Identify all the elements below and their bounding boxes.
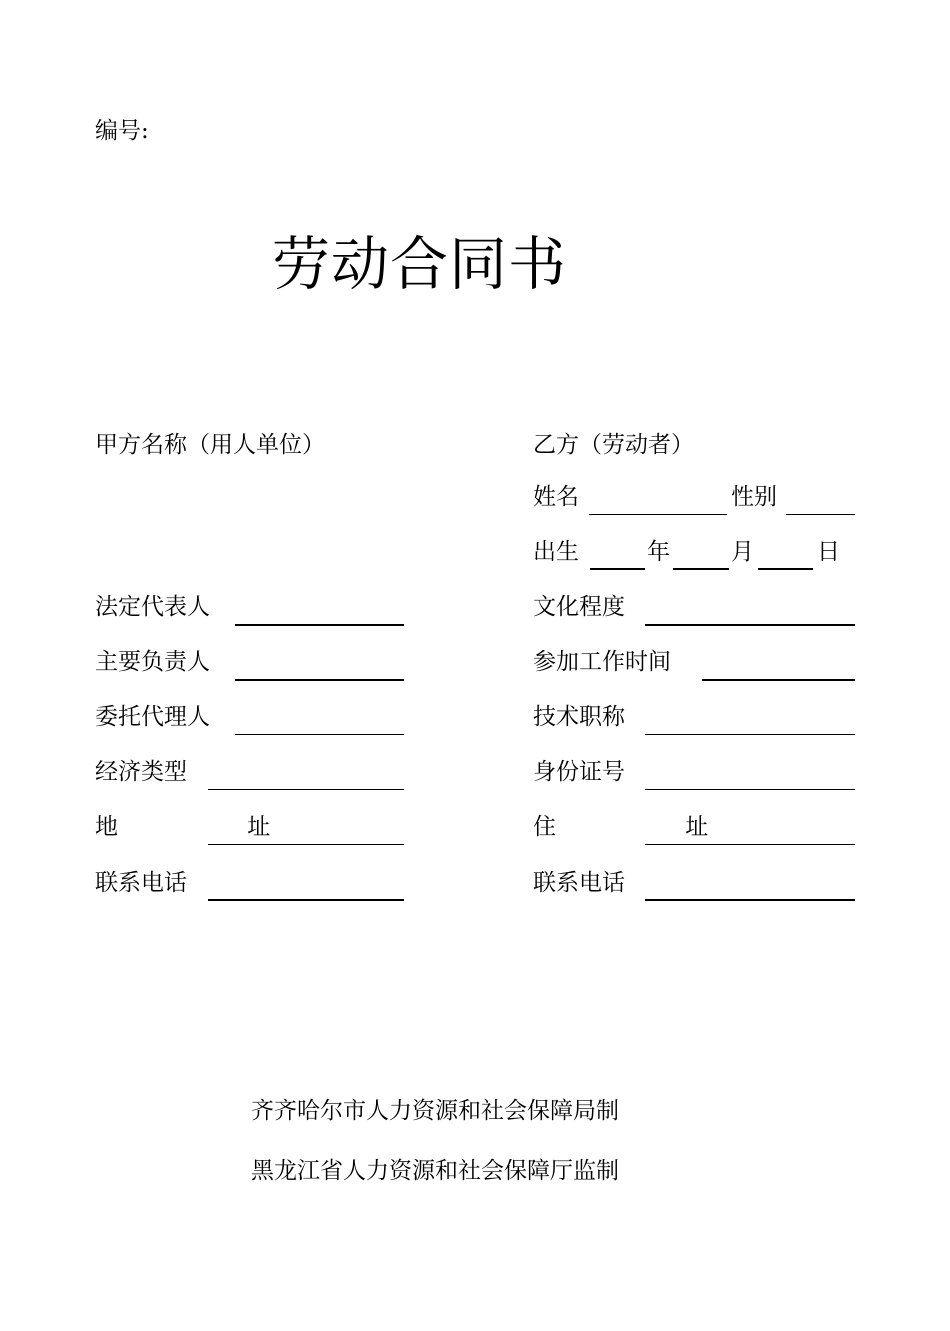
- economic-type-label: 经济类型: [95, 759, 187, 785]
- name-field[interactable]: [589, 514, 727, 515]
- party-b-address-field[interactable]: [645, 844, 855, 845]
- gender-label: 性别: [731, 484, 777, 510]
- birth-month-field[interactable]: [673, 568, 729, 570]
- economic-type-field[interactable]: [208, 789, 404, 790]
- principal-label: 主要负责人: [95, 649, 210, 675]
- party-b-phone-label: 联系电话: [533, 870, 625, 896]
- party-a-phone-label: 联系电话: [95, 870, 187, 896]
- party-b-phone-field[interactable]: [645, 899, 855, 901]
- id-number-label: 身份证号: [533, 759, 625, 785]
- id-number-field[interactable]: [645, 789, 855, 790]
- serial-number-label: 编号:: [95, 118, 149, 144]
- month-label: 月: [731, 539, 754, 565]
- education-label: 文化程度: [533, 594, 625, 620]
- party-a-heading: 甲方名称（用人单位）: [95, 432, 325, 458]
- day-label: 日: [817, 539, 840, 565]
- issuer-text: 齐齐哈尔市人力资源和社会保障局制: [251, 1098, 619, 1124]
- agent-label: 委托代理人: [95, 704, 210, 730]
- party-a-address-label: 地 址: [95, 814, 332, 840]
- legal-rep-field[interactable]: [235, 624, 404, 626]
- document-title: 劳动合同书: [272, 230, 568, 298]
- name-label: 姓名: [533, 484, 579, 510]
- party-a-address-field[interactable]: [208, 844, 404, 845]
- year-label: 年: [647, 539, 670, 565]
- birth-year-field[interactable]: [590, 568, 645, 570]
- work-start-field[interactable]: [702, 679, 855, 681]
- party-b-heading: 乙方（劳动者）: [533, 432, 694, 458]
- birth-label: 出生: [533, 539, 579, 565]
- gender-field[interactable]: [786, 514, 855, 515]
- principal-field[interactable]: [235, 679, 404, 681]
- party-a-phone-field[interactable]: [208, 899, 404, 901]
- work-start-label: 参加工作时间: [533, 649, 671, 675]
- party-b-address-label: 住 址: [533, 814, 770, 840]
- birth-day-field[interactable]: [758, 568, 813, 570]
- supervisor-text: 黑龙江省人力资源和社会保障厅监制: [251, 1158, 619, 1184]
- agent-field[interactable]: [235, 734, 404, 735]
- tech-title-label: 技术职称: [533, 704, 625, 730]
- tech-title-field[interactable]: [645, 734, 855, 735]
- legal-rep-label: 法定代表人: [95, 594, 210, 620]
- education-field[interactable]: [645, 624, 855, 626]
